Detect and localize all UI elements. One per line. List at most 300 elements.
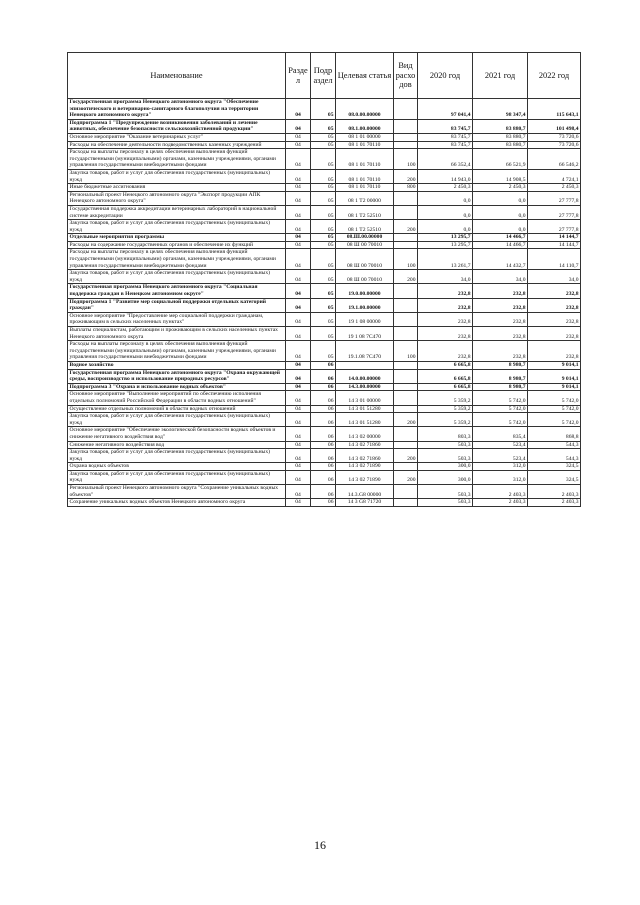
row-value-2021: 523,4 [473, 449, 528, 463]
row-value-2021: 8 980,7 [473, 369, 528, 383]
row-razdel: 04 [286, 361, 311, 369]
row-value-2020: 232,8 [418, 327, 473, 341]
row-target-article: 08.1.00.00000 [336, 119, 394, 133]
row-target-article: 08 1 01 70110 [336, 141, 394, 149]
row-value-2021: 2 403,3 [473, 499, 528, 507]
row-expense-type [394, 133, 418, 141]
table-row [68, 499, 581, 507]
row-target-article: 08 Ш 00 70010 [336, 270, 394, 284]
row-target-article: 08 1 Т2 00000 [336, 191, 394, 205]
row-value-2022: 9 014,1 [528, 361, 581, 369]
row-razdel: 04 [286, 191, 311, 205]
row-value-2021: 2 403,3 [473, 485, 528, 499]
row-target-article: 08 1 01 70110 [336, 184, 394, 192]
row-name: Закупка товаров, работ и услуг для обеспечения государственных (муниципальных) нужд [68, 449, 286, 463]
row-value-2022: 9 014,1 [528, 383, 581, 391]
row-value-2021: 8 980,7 [473, 383, 528, 391]
row-podrazdel: 05 [311, 149, 336, 170]
row-expense-type [394, 141, 418, 149]
row-expense-type: 200 [394, 470, 418, 484]
row-podrazdel: 05 [311, 119, 336, 133]
row-name: Закупка товаров, работ и услуг для обеспечения государственных (муниципальных) нужд [68, 220, 286, 234]
row-expense-type: 200 [394, 270, 418, 284]
row-value-2020: 503,3 [418, 441, 473, 449]
table-row [68, 361, 581, 369]
row-value-2020: 83 745,7 [418, 133, 473, 141]
row-value-2021: 523,4 [473, 441, 528, 449]
row-value-2021: 0,0 [473, 205, 528, 219]
row-razdel: 04 [286, 499, 311, 507]
table-row [68, 441, 581, 449]
table-row [68, 427, 581, 441]
row-razdel: 04 [286, 270, 311, 284]
row-podrazdel: 05 [311, 184, 336, 192]
row-razdel: 04 [286, 327, 311, 341]
row-value-2020: 232,8 [418, 312, 473, 326]
row-razdel: 04 [286, 369, 311, 383]
row-podrazdel: 06 [311, 413, 336, 427]
row-value-2020: 83 745,7 [418, 119, 473, 133]
row-value-2022: 232,8 [528, 284, 581, 298]
header-year-2022: 2022 год [528, 53, 581, 99]
row-target-article: 14 3 01 51280 [336, 405, 394, 413]
table-body [68, 99, 581, 507]
row-expense-type: 200 [394, 169, 418, 183]
row-expense-type [394, 441, 418, 449]
header-year-2021: 2021 год [473, 53, 528, 99]
row-value-2020: 5 359,2 [418, 391, 473, 405]
row-name: Выплаты специалистам, работающим и проживающим в сельских населенных пунктах Ненецкого автономного округа [68, 327, 286, 341]
row-razdel: 04 [286, 119, 311, 133]
row-target-article: 19.1.00.00000 [336, 298, 394, 312]
row-razdel: 04 [286, 413, 311, 427]
row-razdel: 04 [286, 441, 311, 449]
row-razdel: 04 [286, 470, 311, 484]
row-value-2022: 34,0 [528, 270, 581, 284]
row-name: Региональный проект Ненецкого автономного округа "Экспорт продукции АПК Ненецкого автономного округа" [68, 191, 286, 205]
row-value-2022: 5 742,0 [528, 413, 581, 427]
table-row [68, 234, 581, 242]
row-name: Закупка товаров, работ и услуг для обеспечения государственных (муниципальных) нужд [68, 169, 286, 183]
row-value-2022: 868,8 [528, 427, 581, 441]
table-row [68, 141, 581, 149]
row-expense-type: 100 [394, 249, 418, 270]
row-value-2021: 835,4 [473, 427, 528, 441]
row-podrazdel: 05 [311, 234, 336, 242]
row-value-2022: 324,5 [528, 470, 581, 484]
row-value-2022: 232,8 [528, 312, 581, 326]
row-value-2020: 13 261,7 [418, 249, 473, 270]
row-value-2020: 503,3 [418, 485, 473, 499]
row-name: Осуществление отдельных полномочий в области водных отношений [68, 405, 286, 413]
header-podrazdel: Подр аздел [311, 53, 336, 99]
row-razdel: 04 [286, 99, 311, 120]
row-value-2021: 83 880,7 [473, 119, 528, 133]
row-razdel: 04 [286, 249, 311, 270]
row-value-2021: 5 742,0 [473, 405, 528, 413]
row-name: Расходы на выплаты персоналу в целях обеспечения выполнения функций государственными (муниципальными) органами, казенными учреждениями, органами управления государственными внебюджетными фондами [68, 249, 286, 270]
row-value-2022: 232,8 [528, 327, 581, 341]
row-razdel: 04 [286, 241, 311, 249]
row-name: Расходы на выплаты персоналу в целях обеспечения выполнения функций государственными (муниципальными) органами, казенными учреждениями, органами управления государственными внебюджетными фондами [68, 341, 286, 362]
row-target-article: 14 3 G8 71720 [336, 499, 394, 507]
row-value-2020: 300,0 [418, 463, 473, 471]
row-name: Охрана водных объектов [68, 463, 286, 471]
row-podrazdel: 05 [311, 99, 336, 120]
row-name: Основное мероприятие "Обеспечение экологической безопасности водных объектов и снижение негативного воздействия вод" [68, 427, 286, 441]
row-name: Водное хозяйство [68, 361, 286, 369]
table-row [68, 99, 581, 120]
row-expense-type [394, 369, 418, 383]
row-value-2020: 13 295,7 [418, 241, 473, 249]
row-value-2020: 232,8 [418, 284, 473, 298]
table-row [68, 327, 581, 341]
row-expense-type [394, 312, 418, 326]
row-razdel: 04 [286, 427, 311, 441]
row-name: Закупка товаров, работ и услуг для обеспечения государственных (муниципальных) нужд [68, 413, 286, 427]
row-value-2021: 98 347,4 [473, 99, 528, 120]
row-value-2021: 312,0 [473, 463, 528, 471]
row-value-2021: 14 466,7 [473, 241, 528, 249]
row-expense-type: 800 [394, 184, 418, 192]
row-expense-type [394, 298, 418, 312]
row-value-2020: 232,8 [418, 298, 473, 312]
row-name: Подпрограмма 1 "Предупреждение возникновения заболеваний и лечение животных, обеспечение безопасности сельскохозяйственной продукции" [68, 119, 286, 133]
row-name: Отдельные мероприятия программы [68, 234, 286, 242]
row-podrazdel: 05 [311, 205, 336, 219]
row-podrazdel: 05 [311, 169, 336, 183]
header-name: Наименование [68, 53, 286, 99]
row-value-2021: 5 742,0 [473, 413, 528, 427]
table-row [68, 413, 581, 427]
row-podrazdel: 05 [311, 312, 336, 326]
row-value-2022: 115 643,1 [528, 99, 581, 120]
table-row [68, 184, 581, 192]
row-target-article: 14 3 02 71890 [336, 463, 394, 471]
row-podrazdel: 05 [311, 191, 336, 205]
row-expense-type: 100 [394, 341, 418, 362]
row-value-2020: 232,8 [418, 341, 473, 362]
row-razdel: 04 [286, 184, 311, 192]
row-expense-type [394, 383, 418, 391]
row-name: Государственная поддержка аккредитации ветеринарных лабораторий в национальной системе аккредитации [68, 205, 286, 219]
row-name: Государственная программа Ненецкого автономного округа "Социальная поддержка граждан в Ненецком автономном округе" [68, 284, 286, 298]
row-value-2020: 14 943,0 [418, 169, 473, 183]
row-name: Государственная программа Ненецкого автономного округа "Охрана окружающей среды, воспроизводство и использование природных ресурсов" [68, 369, 286, 383]
row-expense-type [394, 284, 418, 298]
row-podrazdel: 06 [311, 470, 336, 484]
row-value-2021: 232,8 [473, 312, 528, 326]
row-name: Подпрограмма 3 "Охрана и использование водных объектов" [68, 383, 286, 391]
row-value-2020: 503,3 [418, 499, 473, 507]
row-razdel: 04 [286, 463, 311, 471]
row-value-2021: 5 742,0 [473, 391, 528, 405]
row-podrazdel: 05 [311, 220, 336, 234]
row-target-article: 14.3.G8 00000 [336, 485, 394, 499]
row-name: Государственная программа Ненецкого автономного округа "Обеспечение эпизоотического и ветеринарно-санитарного благополучия на территории Ненецкого автономного округа" [68, 99, 286, 120]
table-row [68, 391, 581, 405]
row-expense-type [394, 119, 418, 133]
row-podrazdel: 05 [311, 327, 336, 341]
row-podrazdel: 06 [311, 361, 336, 369]
row-value-2021: 8 980,7 [473, 361, 528, 369]
row-expense-type [394, 234, 418, 242]
row-expense-type [394, 463, 418, 471]
row-value-2022: 27 777,8 [528, 191, 581, 205]
row-target-article: 14.3.00.00000 [336, 383, 394, 391]
row-value-2022: 14 110,7 [528, 249, 581, 270]
row-expense-type: 200 [394, 449, 418, 463]
row-value-2020: 0,0 [418, 220, 473, 234]
row-value-2020: 13 295,7 [418, 234, 473, 242]
row-podrazdel: 06 [311, 369, 336, 383]
row-expense-type [394, 405, 418, 413]
row-value-2020: 2 450,3 [418, 184, 473, 192]
row-podrazdel: 05 [311, 133, 336, 141]
row-podrazdel: 05 [311, 341, 336, 362]
row-target-article: 19 1 08 7С470 [336, 327, 394, 341]
row-podrazdel: 06 [311, 449, 336, 463]
row-value-2022: 324,5 [528, 463, 581, 471]
row-value-2020: 5 359,2 [418, 413, 473, 427]
row-value-2021: 232,8 [473, 341, 528, 362]
page-number: 16 [314, 838, 326, 852]
row-value-2021: 83 880,7 [473, 141, 528, 149]
row-name: Подпрограмма 1 "Развитие мер социальной поддержки отдельных категорий граждан" [68, 298, 286, 312]
row-value-2022: 232,8 [528, 341, 581, 362]
row-podrazdel: 06 [311, 391, 336, 405]
row-target-article [336, 361, 394, 369]
table-row [68, 191, 581, 205]
row-expense-type: 200 [394, 220, 418, 234]
row-value-2021: 232,8 [473, 327, 528, 341]
row-expense-type [394, 485, 418, 499]
row-value-2020: 97 041,4 [418, 99, 473, 120]
row-name: Расходы на обеспечение деятельности подведомственных казенных учреждений [68, 141, 286, 149]
table-row [68, 284, 581, 298]
row-value-2022: 232,8 [528, 298, 581, 312]
row-value-2022: 27 777,8 [528, 205, 581, 219]
row-target-article: 14.0.00.00000 [336, 369, 394, 383]
table-row [68, 312, 581, 326]
row-target-article: 08 1 Т2 52510 [336, 205, 394, 219]
row-razdel: 04 [286, 133, 311, 141]
row-target-article: 08 1 01 00000 [336, 133, 394, 141]
row-expense-type [394, 205, 418, 219]
budget-table [67, 52, 581, 507]
table-row [68, 463, 581, 471]
row-target-article: 19.0.00.00000 [336, 284, 394, 298]
table-row [68, 485, 581, 499]
table-row [68, 298, 581, 312]
row-value-2021: 232,8 [473, 298, 528, 312]
row-name: Основное мероприятие "Предоставление мер социальной поддержки гражданам, проживающим в сельских населенных пунктах" [68, 312, 286, 326]
row-target-article: 08 1 01 70110 [336, 149, 394, 170]
row-expense-type [394, 191, 418, 205]
row-target-article: 14 3 02 71860 [336, 449, 394, 463]
table-row [68, 149, 581, 170]
row-name: Расходы на содержание государственных органов и обеспечение их функций [68, 241, 286, 249]
row-razdel: 04 [286, 141, 311, 149]
row-value-2022: 544,3 [528, 441, 581, 449]
row-value-2021: 14 466,7 [473, 234, 528, 242]
row-value-2022: 2 403,3 [528, 485, 581, 499]
row-target-article: 08 1 01 70110 [336, 169, 394, 183]
row-target-article: 14 3 02 71860 [336, 441, 394, 449]
row-razdel: 04 [286, 485, 311, 499]
table-row [68, 405, 581, 413]
table-header-row [68, 53, 581, 99]
row-target-article: 08 1 Т2 52510 [336, 220, 394, 234]
row-value-2020: 6 665,8 [418, 361, 473, 369]
row-value-2022: 27 777,8 [528, 220, 581, 234]
row-podrazdel: 05 [311, 241, 336, 249]
row-podrazdel: 05 [311, 298, 336, 312]
header-expense-type: Вид расхо дов [394, 53, 418, 99]
row-target-article: 08 Ш 00 70010 [336, 249, 394, 270]
row-value-2020: 5 359,2 [418, 405, 473, 413]
row-target-article: 14 3 01 51280 [336, 413, 394, 427]
row-razdel: 04 [286, 405, 311, 413]
header-target-article: Целевая статья [336, 53, 394, 99]
row-value-2021: 14 908,5 [473, 169, 528, 183]
table-row [68, 270, 581, 284]
row-expense-type: 200 [394, 413, 418, 427]
row-value-2022: 544,3 [528, 449, 581, 463]
row-expense-type: 100 [394, 149, 418, 170]
row-value-2020: 0,0 [418, 205, 473, 219]
row-razdel: 04 [286, 169, 311, 183]
row-razdel: 04 [286, 234, 311, 242]
row-value-2022: 66 546,2 [528, 149, 581, 170]
row-expense-type [394, 391, 418, 405]
row-expense-type [394, 361, 418, 369]
row-name: Закупка товаров, работ и услуг для обеспечения государственных (муниципальных) нужд [68, 470, 286, 484]
row-value-2022: 14 144,7 [528, 241, 581, 249]
row-value-2020: 66 352,4 [418, 149, 473, 170]
row-podrazdel: 05 [311, 270, 336, 284]
table-row [68, 241, 581, 249]
table-row [68, 383, 581, 391]
header-year-2020: 2020 год [418, 53, 473, 99]
row-value-2020: 300,0 [418, 470, 473, 484]
row-razdel: 04 [286, 220, 311, 234]
row-value-2020: 503,3 [418, 449, 473, 463]
row-target-article: 14 3 02 00000 [336, 427, 394, 441]
row-podrazdel: 06 [311, 499, 336, 507]
row-value-2021: 0,0 [473, 191, 528, 205]
table-row [68, 169, 581, 183]
row-value-2022: 73 720,6 [528, 141, 581, 149]
row-value-2020: 0,0 [418, 191, 473, 205]
row-razdel: 04 [286, 312, 311, 326]
row-expense-type [394, 241, 418, 249]
row-razdel: 04 [286, 205, 311, 219]
row-razdel: 04 [286, 391, 311, 405]
row-value-2021: 83 880,7 [473, 133, 528, 141]
row-value-2021: 312,0 [473, 470, 528, 484]
row-podrazdel: 06 [311, 405, 336, 413]
row-expense-type [394, 327, 418, 341]
row-podrazdel: 06 [311, 383, 336, 391]
row-podrazdel: 05 [311, 249, 336, 270]
row-value-2022: 4 724,1 [528, 169, 581, 183]
row-name: Основное мероприятие "Выполнение мероприятий по обеспечению исполнения отдельных полномочий Российской Федерации в области водных отношений" [68, 391, 286, 405]
row-value-2022: 2 403,3 [528, 499, 581, 507]
table-row [68, 449, 581, 463]
row-name: Сохранение уникальных водных объектов Ненецкого автономного округа [68, 499, 286, 507]
row-target-article: 08 Ш 00 70010 [336, 241, 394, 249]
row-value-2020: 803,3 [418, 427, 473, 441]
row-target-article: 19 1 08 00000 [336, 312, 394, 326]
row-podrazdel: 06 [311, 427, 336, 441]
row-value-2020: 6 665,8 [418, 369, 473, 383]
row-value-2022: 14 144,7 [528, 234, 581, 242]
row-target-article: 08.0.00.00000 [336, 99, 394, 120]
row-razdel: 04 [286, 298, 311, 312]
row-name: Снижение негативного воздействия вод [68, 441, 286, 449]
row-podrazdel: 06 [311, 441, 336, 449]
row-expense-type [394, 499, 418, 507]
row-expense-type [394, 99, 418, 120]
table-row [68, 205, 581, 219]
row-name: Иные бюджетные ассигнования [68, 184, 286, 192]
row-podrazdel: 05 [311, 284, 336, 298]
row-value-2022: 5 742,0 [528, 391, 581, 405]
table-row [68, 249, 581, 270]
row-target-article: 14 3 02 71890 [336, 470, 394, 484]
row-name: Расходы на выплаты персоналу в целях обеспечения выполнения функций государственными (муниципальными) органами, казенными учреждениями, органами управления государственными внебюджетными фондами [68, 149, 286, 170]
row-value-2020: 6 665,8 [418, 383, 473, 391]
row-value-2022: 5 742,0 [528, 405, 581, 413]
row-razdel: 04 [286, 449, 311, 463]
table-row [68, 470, 581, 484]
table-row [68, 341, 581, 362]
row-razdel: 04 [286, 284, 311, 298]
table-row [68, 220, 581, 234]
row-value-2021: 232,8 [473, 284, 528, 298]
row-value-2020: 83 745,7 [418, 141, 473, 149]
header-razdel: Разде л [286, 53, 311, 99]
row-podrazdel: 06 [311, 485, 336, 499]
row-podrazdel: 05 [311, 141, 336, 149]
row-value-2021: 66 521,9 [473, 149, 528, 170]
row-value-2020: 34,0 [418, 270, 473, 284]
row-name: Региональный проект Ненецкого автономного округа "Сохранение уникальных водных объектов" [68, 485, 286, 499]
table-row [68, 133, 581, 141]
row-target-article: 19.1.08 7С470 [336, 341, 394, 362]
row-name: Закупка товаров, работ и услуг для обеспечения государственных (муниципальных) нужд [68, 270, 286, 284]
row-value-2022: 2 450,3 [528, 184, 581, 192]
row-razdel: 04 [286, 383, 311, 391]
row-target-article: 14 3 01 00000 [336, 391, 394, 405]
row-expense-type [394, 427, 418, 441]
row-value-2022: 101 498,4 [528, 119, 581, 133]
row-value-2021: 34,0 [473, 270, 528, 284]
row-podrazdel: 06 [311, 463, 336, 471]
row-name: Основное мероприятие "Оказание ветеринарных услуг" [68, 133, 286, 141]
row-value-2022: 9 014,1 [528, 369, 581, 383]
row-value-2021: 0,0 [473, 220, 528, 234]
row-target-article: 08.Ш.00.00000 [336, 234, 394, 242]
row-value-2021: 14 432,7 [473, 249, 528, 270]
table-row [68, 119, 581, 133]
row-razdel: 04 [286, 341, 311, 362]
row-value-2022: 73 720,6 [528, 133, 581, 141]
row-razdel: 04 [286, 149, 311, 170]
table-row [68, 369, 581, 383]
row-value-2021: 2 450,3 [473, 184, 528, 192]
